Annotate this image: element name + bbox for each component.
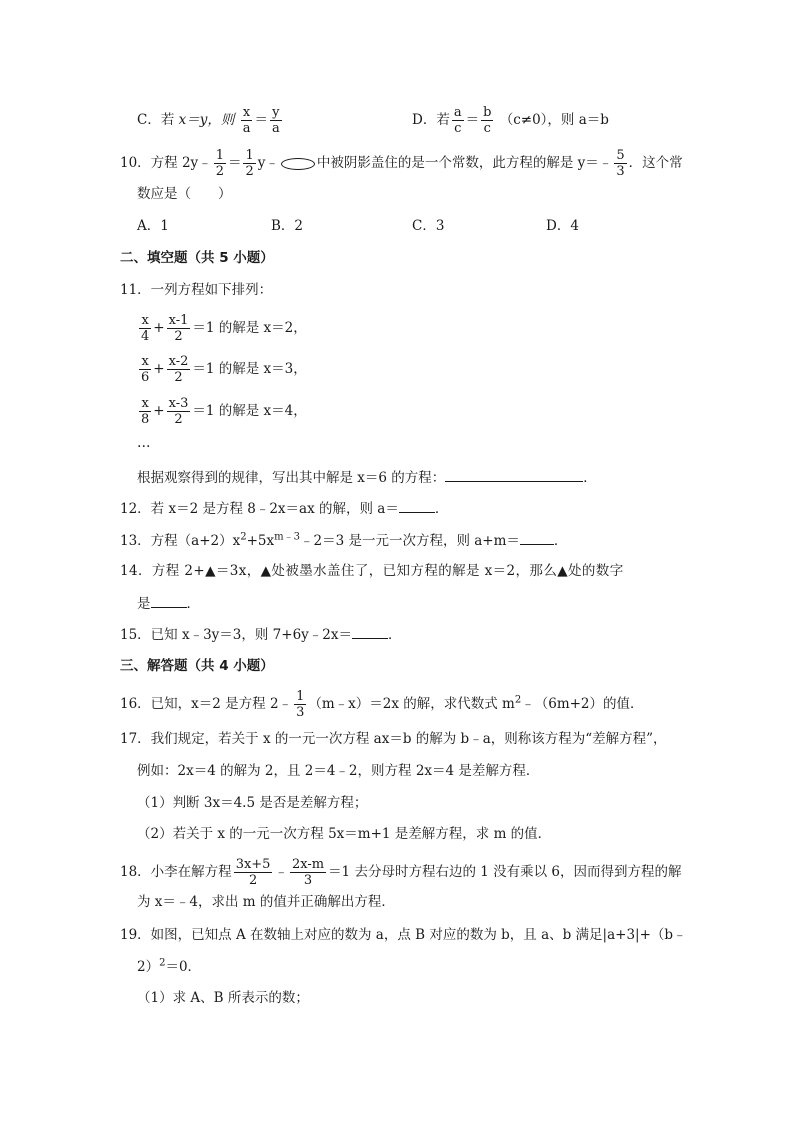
q11-stem: 11．一列方程如下排列： [120,282,273,298]
plus-sign: + [153,361,165,377]
q10-option-d[interactable]: D．4 [546,218,579,234]
denominator: 3 [616,164,625,179]
numerator: 5 [616,148,625,163]
numerator: 3x+5 [235,857,271,872]
answer-blank[interactable] [151,593,187,608]
text: 中被阴影盖住的是一个常数，此方程的解是 y＝﹣ [316,155,613,171]
denominator: 3 [303,873,313,888]
answer-blank[interactable] [352,624,388,639]
denominator: a [271,121,280,136]
numerator: x-3 [168,396,189,411]
text: ﹣（6m+2）的值． [521,696,644,712]
q18-stem-line2: 为 x＝﹣4，求出 m 的值并正确解出方程． [137,894,395,910]
option-text: x＝y，则 [178,112,235,128]
text: 10．方程 2y﹣ [120,155,212,171]
numerator: x [139,354,151,370]
answer-blank[interactable] [520,530,554,545]
exponent: m﹣3 [274,531,300,543]
option-label: C．若 [137,112,175,128]
fraction-x-over-a [241,105,253,136]
denominator: 2 [248,873,258,888]
numerator: x [139,396,151,412]
option-label: D．若 [412,112,450,128]
denominator: 6 [141,370,150,385]
denominator: 2 [215,164,224,179]
numerator: 1 [245,148,254,163]
section-heading-fill-in: 二、填空题（共 5 小题） [120,250,274,266]
text: ． [553,533,568,549]
fraction [167,396,191,427]
equals-sign: ＝ [465,112,480,128]
fraction-b-over-c [481,105,493,136]
q10-option-c[interactable]: C．3 [412,218,445,234]
equation-text: ＝1 的解是 x＝2， [192,320,307,336]
q10-option-a[interactable]: A．1 [137,218,169,234]
q11-question [137,467,597,488]
plus-sign: + [153,403,165,419]
q19-stem: 19．如图，已知点 A 在数轴上对应的数为 a，点 B 对应的数为 b，且 a、b 满足|a+3|+（b﹣ [120,927,687,943]
q14-stem: 14．方程 2+▲＝3x，▲处被墨水盖住了，已知方程的解是 x＝2，那么▲处的数字 [120,563,624,579]
shaded-constant-ellipse [281,158,315,170]
text: ． [186,596,200,612]
numerator: x [139,313,151,329]
q11-ellipsis: … [137,435,151,451]
exponent: 2 [514,694,522,706]
answer-blank[interactable] [399,498,435,513]
equals-sign: ＝ [227,155,242,171]
text: 是 [137,596,151,612]
q10-stem-line2: 数应是（ ） [137,186,232,202]
numerator: x [241,105,253,121]
text: 16．已知，x＝2 是方程 2﹣ [120,696,293,712]
q11-equation-1 [137,313,307,344]
equals-sign: ＝ [254,112,268,128]
section-heading-solve: 三、解答题（共 4 小题） [120,658,274,674]
denominator: 4 [141,329,150,344]
fraction [139,354,151,385]
q17-example: 例如：2x＝4 的解为 2，且 2＝4﹣2，则方程 2x＝4 是差解方程． [137,763,540,779]
numerator: y [270,105,282,121]
plus-sign: + [153,320,165,336]
denominator: 2 [174,370,183,385]
denominator: c [483,121,491,136]
denominator: 8 [141,412,150,427]
text: y﹣ [257,155,279,171]
equation-text: ＝1 的解是 x＝4， [192,403,307,419]
q18-stem [120,857,682,888]
q9-option-c[interactable] [137,105,284,136]
numerator: b [483,105,492,120]
fraction [139,396,151,427]
q11-equation-3 [137,396,307,427]
text: 2） [137,959,160,975]
fraction-half [243,148,255,179]
numerator: x-1 [168,313,189,328]
q13-stem [120,530,567,551]
text: ． [583,470,597,486]
q19-stem-line2 [137,957,201,977]
numerator: 1 [296,689,305,704]
denominator: 2 [174,329,183,344]
text: ﹣2＝3 是一元一次方程，则 a+m＝ [300,533,520,549]
text: 18．小李在解方程 [120,864,232,880]
q19-part-1: （1）求 A、B 所表示的数； [137,990,309,1006]
fraction [167,354,191,385]
fraction-five-thirds [614,148,626,179]
q11-equation-2 [137,354,307,385]
text: ＝0． [165,959,202,975]
denominator: c [454,121,462,136]
fraction [167,313,191,344]
q10-stem [120,148,683,179]
q9-option-d[interactable] [412,105,609,136]
numerator: a [453,105,462,120]
q17-part-1: （1）判断 3x＝4.5 是否是差解方程； [137,795,368,811]
q14-stem-line2 [137,593,200,614]
denominator: a [242,121,251,136]
q17-part-2: （2）若关于 x 的一元一次方程 5x＝m+1 是差解方程，求 m 的值． [137,826,552,842]
fraction-a-over-c [452,105,464,136]
text: ． [434,501,449,517]
denominator: 3 [296,705,305,720]
fraction [290,857,326,888]
fraction-one-third [294,689,306,720]
numerator: 1 [215,148,224,163]
equation-text: ＝1 的解是 x＝3， [192,361,307,377]
q12-stem [120,498,448,519]
answer-blank[interactable] [445,467,583,482]
fraction-y-over-a [270,105,282,136]
numerator: x-2 [168,354,189,369]
q15-stem [120,624,402,645]
text: 15．已知 x﹣3y＝3，则 7+6y﹣2x＝ [120,627,352,643]
minus-sign: ﹣ [274,864,288,880]
option-text: （c≠0），则 a＝b [499,112,609,128]
exponent: 2 [159,957,166,969]
q10-option-b[interactable]: B．2 [271,218,304,234]
text: 根据观察得到的规律，写出其中解是 x＝6 的方程： [137,470,446,486]
denominator: 2 [174,412,183,427]
text: +5x [246,533,275,549]
text: ． [388,627,402,643]
fraction [139,313,151,344]
exponent: 2 [240,531,247,543]
text: ．这个常 [628,155,683,171]
text: 13．方程（a+2）x [120,533,241,549]
text: ＝1 去分母时方程右边的 1 没有乘以 6，因而得到方程的解 [328,864,682,880]
numerator: 2x-m [291,857,325,872]
fraction-half [214,148,226,179]
q16-stem [120,689,644,720]
denominator: 2 [245,164,254,179]
fraction [234,857,273,888]
text: （m﹣x）＝2x 的解，求代数式 m [308,696,515,712]
text: 12．若 x＝2 是方程 8﹣2x＝ax 的解，则 a＝ [120,501,399,517]
q17-stem: 17．我们规定，若关于 x 的一元一次方程 ax＝b 的解为 b﹣a，则称该方程为“差解方程”， [120,731,667,747]
